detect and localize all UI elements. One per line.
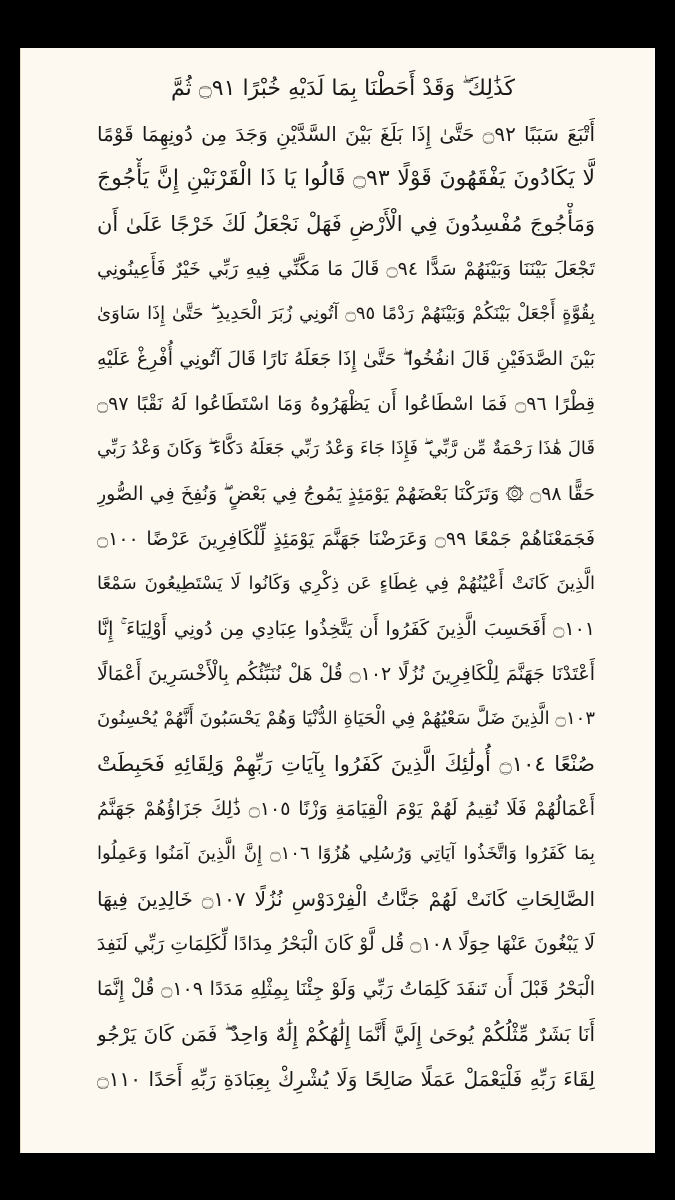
verse-line: أَعْتَدْنَا جَهَنَّمَ لِلْكَافِرِينَ نُزُلًا ۝١٠٢ قُلْ هَلْ نُنَبِّئُكُم بِالْأَخْسَرِينَ أَعْمَالًا: [97, 663, 595, 685]
verse-line: قِطْرًا ۝٩٦ فَمَا اسْطَاعُوا أَن يَظْهَرُوهُ وَمَا اسْتَطَاعُوا لَهُ نَقْبًا ۝٩٧: [97, 393, 595, 415]
verse-line: كَذَٰلِكَ ۖ وَقَدْ أَحَطْنَا بِمَا لَدَيْهِ خُبْرًا ۝٩١ ثُمَّ: [171, 76, 515, 101]
verse-line: بِمَا كَفَرُوا وَاتَّخَذُوا آيَاتِي وَرُسُلِي هُزُوًا ۝١٠٦ إِنَّ الَّذِينَ آمَنُوا وَعَمِلُوا: [97, 843, 595, 864]
verse-line: تَجْعَلَ بَيْنَنَا وَبَيْنَهُمْ سَدًّا ۝٩٤ قَالَ مَا مَكَّنِّي فِيهِ رَبِّي خَيْرٌ فَأَعِينُونِي: [97, 258, 595, 280]
verse-line: حَقًّا ۝٩٨ ۞ وَتَرَكْنَا بَعْضَهُمْ يَوْمَئِذٍ يَمُوجُ فِي بَعْضٍ ۖ وَنُفِخَ فِي الصُّورِ: [97, 483, 595, 505]
verse-line: فَجَمَعْنَاهُمْ جَمْعًا ۝٩٩ وَعَرَضْنَا جَهَنَّمَ يَوْمَئِذٍ لِّلْكَافِرِينَ عَرْضًا ۝١٠٠: [97, 528, 595, 550]
verse-line: أَعْمَالُهُمْ فَلَا نُقِيمُ لَهُمْ يَوْمَ الْقِيَامَةِ وَزْنًا ۝١٠٥ ذَٰلِكَ جَزَاؤُهُمْ جَهَنَّمُ: [97, 798, 595, 820]
verse-line: صُنْعًا ۝١٠٤ أُولَٰئِكَ الَّذِينَ كَفَرُوا بِآيَاتِ رَبِّهِمْ وَلِقَائِهِ فَحَبِطَتْ: [97, 752, 595, 776]
verse-line: قَالَ هَٰذَا رَحْمَةٌ مِّن رَّبِّي ۖ فَإِذَا جَاءَ وَعْدُ رَبِّي جَعَلَهُ دَكَّاءَ ۖ وَكَانَ وَعْدُ رَبِّي: [97, 438, 595, 459]
verse-line: بَيْنَ الصَّدَفَيْنِ قَالَ انفُخُوا ۖ حَتَّىٰ إِذَا جَعَلَهُ نَارًا قَالَ آتُونِي أُفْرِغْ عَلَيْهِ: [97, 348, 595, 370]
verse-line: لِقَاءَ رَبِّهِ فَلْيَعْمَلْ عَمَلًا صَالِحًا وَلَا يُشْرِكْ بِعِبَادَةِ رَبِّهِ أَحَدًا ۝١١٠: [97, 1067, 595, 1091]
verse-line: لَا يَبْغُونَ عَنْهَا حِوَلًا ۝١٠٨ قُل لَّوْ كَانَ الْبَحْرُ مِدَادًا لِّكَلِمَاتِ رَبِّي لَنَفِدَ: [97, 933, 595, 955]
verse-line: الْبَحْرُ قَبْلَ أَن تَنفَدَ كَلِمَاتُ رَبِّي وَلَوْ جِئْنَا بِمِثْلِهِ مَدَدًا ۝١٠٩ قُلْ إِنَّمَا: [97, 978, 595, 1000]
verse-line: الَّذِينَ كَانَتْ أَعْيُنُهُمْ فِي غِطَاءٍ عَن ذِكْرِي وَكَانُوا لَا يَسْتَطِيعُونَ سَمْعًا: [97, 573, 595, 594]
verse-line: الصَّالِحَاتِ كَانَتْ لَهُمْ جَنَّاتُ الْفِرْدَوْسِ نُزُلًا ۝١٠٧ خَالِدِينَ فِيهَا: [97, 887, 595, 911]
mushaf-page: [20, 48, 655, 1153]
verse-line: ۝١٠١ أَفَحَسِبَ الَّذِينَ كَفَرُوا أَن يَتَّخِذُوا عِبَادِي مِن دُونِي أَوْلِيَاءَ ۚ إِنَّا: [97, 618, 595, 640]
verse-line: أَتْبَعَ سَبَبًا ۝٩٢ حَتَّىٰ إِذَا بَلَغَ بَيْنَ السَّدَّيْنِ وَجَدَ مِن دُونِهِمَا قَوْمًا: [97, 122, 595, 146]
verse-line: لَّا يَكَادُونَ يَفْقَهُونَ قَوْلًا ۝٩٣ قَالُوا يَا ذَا الْقَرْنَيْنِ إِنَّ يَأْجُوجَ: [97, 166, 595, 191]
verse-line: وَمَأْجُوجَ مُفْسِدُونَ فِي الْأَرْضِ فَهَلْ نَجْعَلُ لَكَ خَرْجًا عَلَىٰ أَن: [97, 212, 595, 236]
verse-line: ۝١٠٣ الَّذِينَ ضَلَّ سَعْيُهُمْ فِي الْحَيَاةِ الدُّنْيَا وَهُمْ يَحْسَبُونَ أَنَّهُمْ يُحْسِنُونَ: [97, 708, 595, 729]
verse-line: بِقُوَّةٍ أَجْعَلْ بَيْنَكُمْ وَبَيْنَهُمْ رَدْمًا ۝٩٥ آتُونِي زُبَرَ الْحَدِيدِ ۖ حَتَّىٰ إِذَا سَاوَىٰ: [97, 303, 595, 324]
verse-line: أَنَا بَشَرٌ مِّثْلُكُمْ يُوحَىٰ إِلَيَّ أَنَّمَا إِلَٰهُكُمْ إِلَٰهٌ وَاحِدٌ ۖ فَمَن كَانَ يَرْجُو: [97, 1022, 595, 1046]
